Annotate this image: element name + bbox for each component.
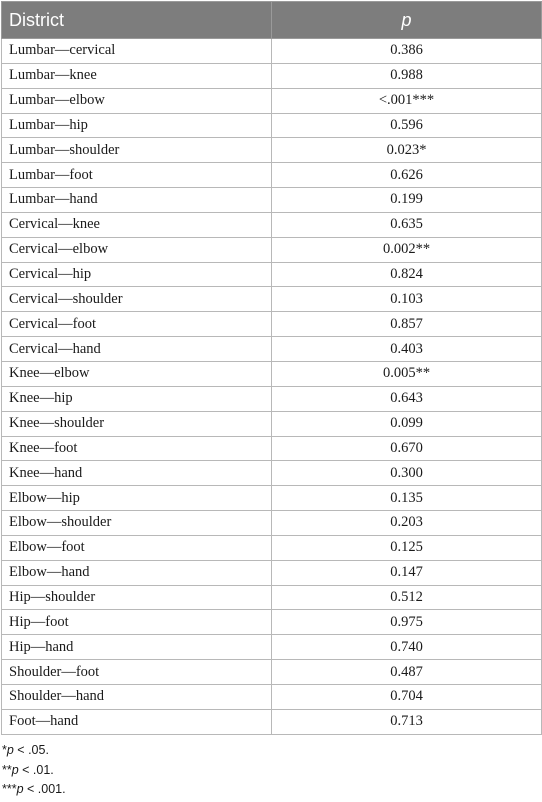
table-row	[2, 262, 542, 287]
footnote-threshold: < .01.	[18, 762, 54, 777]
p-value-cell: 0.125	[272, 535, 542, 560]
p-value-cell: 0.005**	[272, 361, 542, 386]
district-cell: Hip—hand	[2, 635, 272, 660]
table-row	[2, 312, 542, 337]
p-value-cell: 0.099	[272, 411, 542, 436]
district-cell: Hip—shoulder	[2, 585, 272, 610]
footnote-line	[2, 780, 66, 800]
p-value-cell: 0.002**	[272, 237, 542, 262]
table-row	[2, 113, 542, 138]
p-value-cell: 0.824	[272, 262, 542, 287]
footnote-threshold: < .05.	[13, 743, 49, 757]
district-cell: Knee—shoulder	[2, 411, 272, 436]
table-row	[2, 635, 542, 660]
district-cell: Knee—hand	[2, 461, 272, 486]
p-value-cell: 0.487	[272, 660, 542, 685]
p-value-cell: 0.386	[272, 39, 542, 64]
table-row	[2, 188, 542, 213]
p-value-cell: 0.626	[272, 163, 542, 188]
table-row	[2, 610, 542, 635]
district-cell: Shoulder—foot	[2, 660, 272, 685]
table-row	[2, 709, 542, 734]
district-cell: Shoulder—hand	[2, 684, 272, 709]
table-row	[2, 660, 542, 685]
district-cell: Knee—elbow	[2, 361, 272, 386]
p-value-cell: 0.203	[272, 511, 542, 536]
footnote-stars: ***	[2, 782, 17, 796]
footnote-line	[2, 741, 66, 761]
district-cell: Elbow—shoulder	[2, 511, 272, 536]
p-value-cell: 0.403	[272, 337, 542, 362]
p-value-cell: 0.300	[272, 461, 542, 486]
district-cell: Lumbar—hand	[2, 188, 272, 213]
column-header-p: p	[272, 2, 542, 39]
district-cell: Cervical—hand	[2, 337, 272, 362]
district-cell: Knee—foot	[2, 436, 272, 461]
header-row	[2, 2, 542, 39]
p-value-cell: 0.135	[272, 486, 542, 511]
footnote-line	[2, 761, 66, 781]
p-value-table	[1, 1, 542, 735]
column-header-district: District	[2, 2, 272, 39]
p-value-cell: 0.103	[272, 287, 542, 312]
table-header	[2, 2, 542, 39]
p-value-cell: 0.857	[272, 312, 542, 337]
table-row	[2, 511, 542, 536]
district-cell: Cervical—foot	[2, 312, 272, 337]
footnote-p-symbol: p	[11, 762, 19, 777]
table-row	[2, 560, 542, 585]
table-row	[2, 461, 542, 486]
footnote-p-symbol: p	[16, 782, 24, 796]
district-cell: Lumbar—knee	[2, 63, 272, 88]
district-cell: Hip—foot	[2, 610, 272, 635]
table-footnotes	[2, 741, 66, 800]
footnote-stars: **	[2, 762, 12, 777]
district-cell: Lumbar—foot	[2, 163, 272, 188]
p-value-cell: 0.147	[272, 560, 542, 585]
p-value-cell: <.001***	[272, 88, 542, 113]
p-value-cell: 0.023*	[272, 138, 542, 163]
table-row	[2, 163, 542, 188]
table-row	[2, 39, 542, 64]
table-body	[2, 39, 542, 735]
p-value-cell: 0.635	[272, 212, 542, 237]
footnote-p-symbol: p	[6, 743, 14, 757]
district-cell: Elbow—hip	[2, 486, 272, 511]
district-cell: Cervical—shoulder	[2, 287, 272, 312]
p-value-cell: 0.512	[272, 585, 542, 610]
table-row	[2, 684, 542, 709]
district-cell: Cervical—elbow	[2, 237, 272, 262]
p-value-cell: 0.643	[272, 386, 542, 411]
district-cell: Foot—hand	[2, 709, 272, 734]
table-row	[2, 287, 542, 312]
district-cell: Lumbar—elbow	[2, 88, 272, 113]
p-value-cell: 0.596	[272, 113, 542, 138]
table-row	[2, 486, 542, 511]
table-row	[2, 63, 542, 88]
p-value-cell: 0.704	[272, 684, 542, 709]
table-row	[2, 535, 542, 560]
table-row	[2, 361, 542, 386]
district-cell: Cervical—knee	[2, 212, 272, 237]
district-cell: Lumbar—cervical	[2, 39, 272, 64]
footnote-stars: *	[2, 743, 7, 757]
table-row	[2, 585, 542, 610]
p-value-cell: 0.740	[272, 635, 542, 660]
table-row	[2, 212, 542, 237]
district-cell: Elbow—foot	[2, 535, 272, 560]
p-value-cell: 0.988	[272, 63, 542, 88]
table-row	[2, 436, 542, 461]
p-value-cell: 0.713	[272, 709, 542, 734]
district-cell: Lumbar—shoulder	[2, 138, 272, 163]
district-cell: Elbow—hand	[2, 560, 272, 585]
district-cell: Knee—hip	[2, 386, 272, 411]
table-row	[2, 138, 542, 163]
p-value-cell: 0.670	[272, 436, 542, 461]
p-value-cell: 0.199	[272, 188, 542, 213]
district-cell: Cervical—hip	[2, 262, 272, 287]
table-row	[2, 386, 542, 411]
table-row	[2, 88, 542, 113]
table-row	[2, 237, 542, 262]
table-row	[2, 411, 542, 436]
table-row	[2, 337, 542, 362]
footnote-threshold: < .001.	[23, 782, 66, 796]
p-value-table-container	[1, 1, 541, 735]
district-cell: Lumbar—hip	[2, 113, 272, 138]
p-value-cell: 0.975	[272, 610, 542, 635]
